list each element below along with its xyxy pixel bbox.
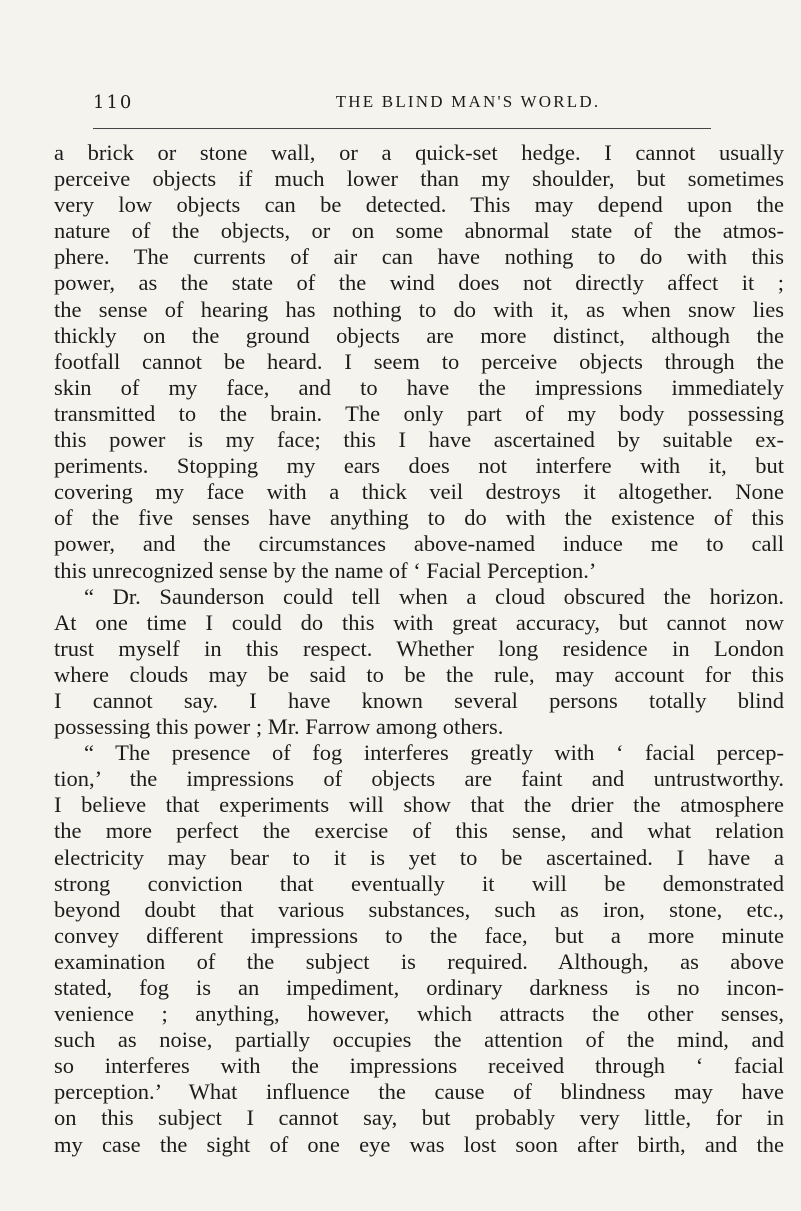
text-line: periments. Stopping my ears does not interfere with it, but: [54, 453, 784, 479]
text-line: my case the sight of one eye was lost soon after birth, and the: [54, 1131, 784, 1157]
text-line: skin of my face, and to have the impressions immediately: [54, 374, 784, 400]
text-line: venience ; anything, however, which attracts the other senses,: [54, 1001, 784, 1027]
text-line: At one time I could do this with great accuracy, but cannot now: [54, 609, 784, 635]
text-line: stated, fog is an impediment, ordinary darkness is no incon-: [54, 975, 784, 1000]
text-line: power, and the circumstances above-named induce me to call: [54, 531, 784, 557]
text-line: the more perfect the exercise of this sense, and what relation: [54, 818, 784, 844]
text-line: trust myself in this respect. Whether long residence in London: [54, 635, 784, 661]
text-line: this power is my face; this I have ascertained by suitable ex-: [54, 427, 784, 453]
running-title: THE BLIND MAN'S WORLD.: [335, 92, 601, 111]
text-line: covering my face with a thick veil destroys it altogether. None: [54, 479, 784, 505]
text-line: phere. The currents of air can have nothing to do with this: [54, 244, 784, 270]
text-line: “ Dr. Saunderson could tell when a cloud obscured the horizon.: [84, 583, 784, 609]
text-line: perceive objects if much lower than my shoulder, but sometimes: [54, 166, 784, 192]
text-line: tion,’ the impressions of objects are faint and untrustworthy.: [54, 766, 784, 792]
text-line: strong conviction that eventually it will be demonstrated: [54, 870, 784, 896]
text-line: this unrecognized sense by the name of ‘ Facial Perception.’: [54, 557, 597, 583]
text-line: I cannot say. I have known several persons totally blind: [54, 687, 784, 713]
text-line: transmitted to the brain. The only part of my body possessing: [54, 400, 784, 426]
page-number: 110: [93, 92, 134, 113]
text-line: where clouds may be said to be the rule, may account for this: [54, 661, 784, 687]
text-line: convey different impressions to the face, but a more minute: [54, 922, 784, 948]
text-line: electricity may bear to it is yet to be ascertained. I have a: [54, 844, 784, 870]
text-line: footfall cannot be heard. I seem to perceive objects through the: [54, 348, 784, 374]
running-head: [93, 92, 713, 122]
text-line: beyond doubt that various substances, such as iron, stone, etc.,: [54, 896, 784, 922]
text-line: so interferes with the impressions received through ‘ facial: [54, 1053, 784, 1079]
text-line: very low objects can be detected. This may depend upon the: [54, 192, 784, 218]
text-line: such as noise, partially occupies the attention of the mind, and: [54, 1027, 784, 1053]
body-text: [54, 140, 784, 1158]
text-line: a brick or stone wall, or a quick-set hedge. I cannot usually: [54, 140, 784, 165]
text-line: the sense of hearing has nothing to do with it, as when snow lies: [54, 296, 784, 322]
text-line: examination of the subject is required. Although, as above: [54, 948, 784, 974]
text-line: nature of the objects, or on some abnormal state of the atmos-: [54, 218, 784, 244]
header-rule: [93, 128, 711, 129]
text-line: of the five senses have anything to do with the existence of this: [54, 505, 784, 531]
text-line: I believe that experiments will show that the drier the atmosphere: [54, 792, 784, 818]
text-line: “ The presence of fog interferes greatly with ‘ facial percep-: [84, 740, 784, 766]
text-line: on this subject I cannot say, but probably very little, for in: [54, 1105, 784, 1131]
text-line: possessing this power ; Mr. Farrow among others.: [54, 714, 504, 740]
text-line: power, as the state of the wind does not directly affect it ;: [54, 270, 784, 296]
text-line: perception.’ What influence the cause of blindness may have: [54, 1079, 784, 1105]
text-line: thickly on the ground objects are more distinct, although the: [54, 322, 784, 348]
